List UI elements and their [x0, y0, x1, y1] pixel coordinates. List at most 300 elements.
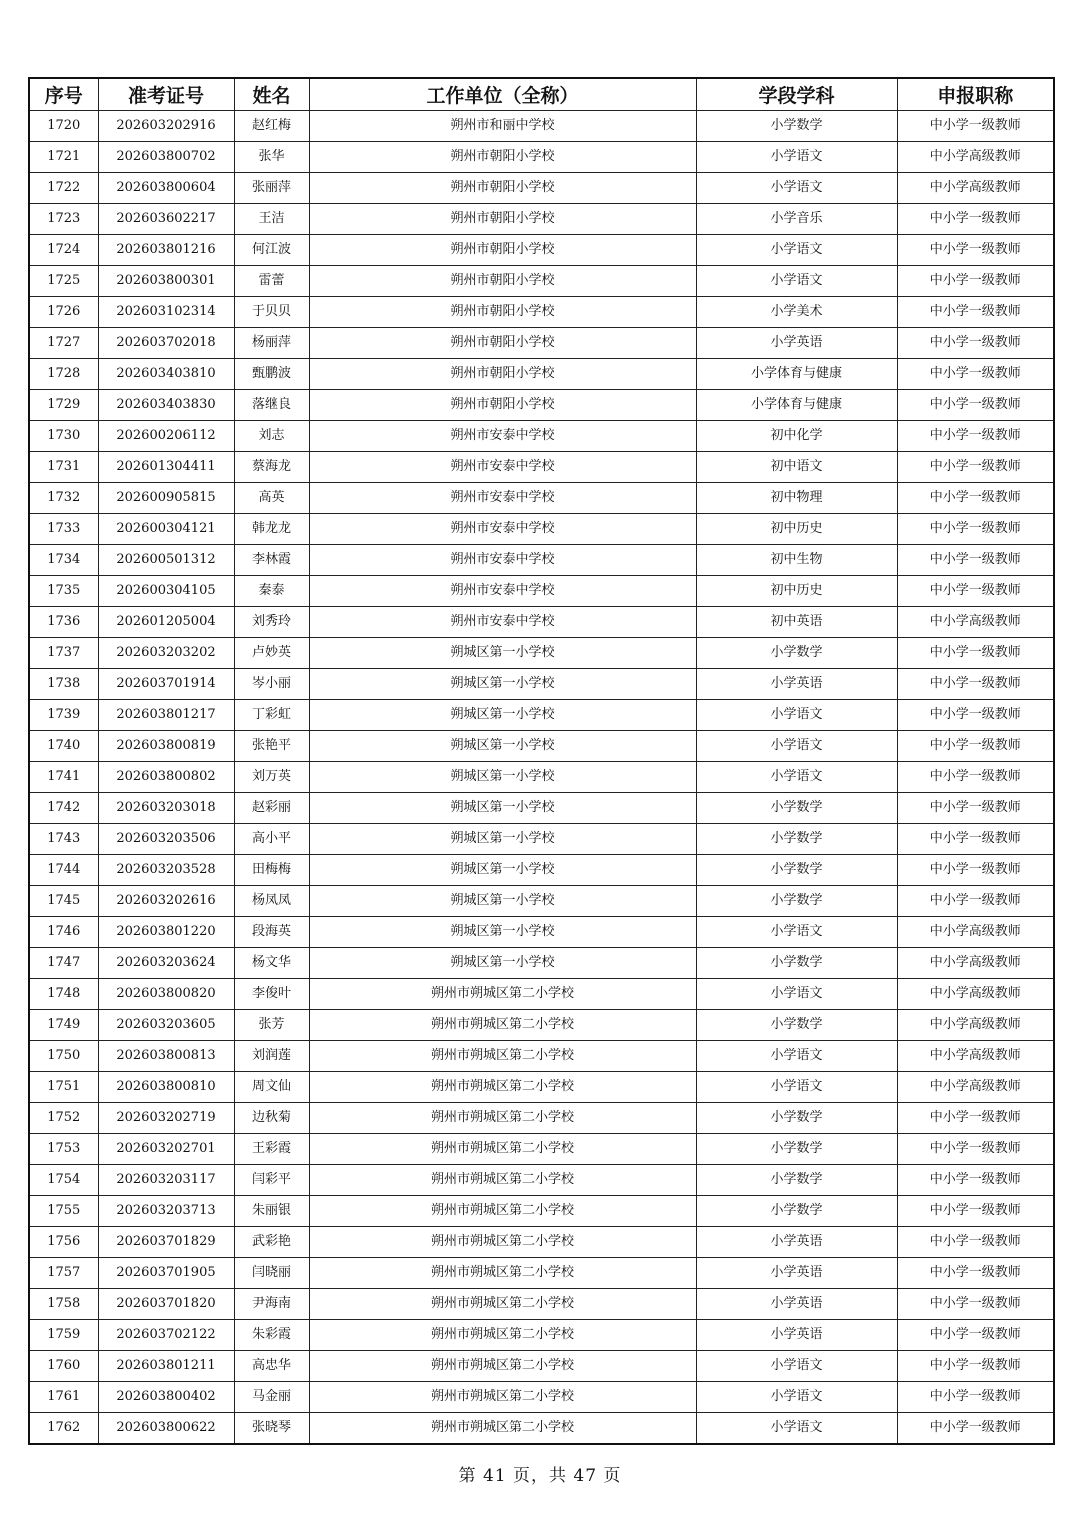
roster-table [28, 77, 1055, 1445]
cell-applied-title: 中小学一级教师 [897, 204, 1054, 235]
cell-name: 边秋菊 [234, 1103, 309, 1134]
roster-table-container [28, 77, 1053, 1445]
table-row [29, 297, 1054, 328]
cell-applied-title: 中小学一级教师 [897, 669, 1054, 700]
table-row [29, 1320, 1054, 1351]
cell-exam-ticket-number: 202603701914 [98, 669, 234, 700]
cell-serial-number: 1741 [29, 762, 98, 793]
cell-name: 周文仙 [234, 1072, 309, 1103]
cell-serial-number: 1736 [29, 607, 98, 638]
cell-serial-number: 1732 [29, 483, 98, 514]
cell-name: 朱丽银 [234, 1196, 309, 1227]
cell-name: 岑小丽 [234, 669, 309, 700]
cell-serial-number: 1744 [29, 855, 98, 886]
cell-applied-title: 中小学一级教师 [897, 886, 1054, 917]
cell-exam-ticket-number: 202603602217 [98, 204, 234, 235]
cell-stage-subject: 小学语文 [696, 1351, 897, 1382]
cell-exam-ticket-number: 202603202616 [98, 886, 234, 917]
cell-exam-ticket-number: 202600206112 [98, 421, 234, 452]
cell-applied-title: 中小学一级教师 [897, 483, 1054, 514]
cell-name: 韩龙龙 [234, 514, 309, 545]
cell-stage-subject: 小学语文 [696, 979, 897, 1010]
cell-exam-ticket-number: 202603203202 [98, 638, 234, 669]
cell-work-unit: 朔州市朝阳小学校 [309, 359, 696, 390]
table-row [29, 514, 1054, 545]
cell-applied-title: 中小学高级教师 [897, 142, 1054, 173]
cell-work-unit: 朔州市朔城区第二小学校 [309, 1258, 696, 1289]
cell-stage-subject: 小学英语 [696, 1227, 897, 1258]
cell-work-unit: 朔州市朔城区第二小学校 [309, 1041, 696, 1072]
cell-applied-title: 中小学一级教师 [897, 1320, 1054, 1351]
cell-serial-number: 1733 [29, 514, 98, 545]
cell-serial-number: 1757 [29, 1258, 98, 1289]
cell-exam-ticket-number: 202603800820 [98, 979, 234, 1010]
cell-name: 刘润莲 [234, 1041, 309, 1072]
cell-serial-number: 1749 [29, 1010, 98, 1041]
cell-exam-ticket-number: 202601205004 [98, 607, 234, 638]
table-row [29, 824, 1054, 855]
table-row [29, 359, 1054, 390]
cell-serial-number: 1720 [29, 111, 98, 142]
cell-applied-title: 中小学一级教师 [897, 762, 1054, 793]
cell-applied-title: 中小学高级教师 [897, 948, 1054, 979]
cell-stage-subject: 初中语文 [696, 452, 897, 483]
table-row [29, 483, 1054, 514]
cell-stage-subject: 小学数学 [696, 1165, 897, 1196]
cell-work-unit: 朔州市朔城区第二小学校 [309, 1320, 696, 1351]
cell-work-unit: 朔州市安泰中学校 [309, 514, 696, 545]
cell-applied-title: 中小学高级教师 [897, 979, 1054, 1010]
cell-stage-subject: 小学数学 [696, 1196, 897, 1227]
cell-exam-ticket-number: 202603203624 [98, 948, 234, 979]
header-name: 姓名 [234, 78, 309, 111]
cell-serial-number: 1726 [29, 297, 98, 328]
cell-applied-title: 中小学一级教师 [897, 1413, 1054, 1445]
cell-exam-ticket-number: 202603202719 [98, 1103, 234, 1134]
header-applied-title: 申报职称 [897, 78, 1054, 111]
header-stage-subject: 学段学科 [696, 78, 897, 111]
cell-name: 张晓琴 [234, 1413, 309, 1445]
cell-name: 闫彩平 [234, 1165, 309, 1196]
cell-exam-ticket-number: 202603701829 [98, 1227, 234, 1258]
cell-name: 秦泰 [234, 576, 309, 607]
cell-exam-ticket-number: 202603801220 [98, 917, 234, 948]
cell-stage-subject: 初中历史 [696, 576, 897, 607]
cell-serial-number: 1761 [29, 1382, 98, 1413]
cell-work-unit: 朔州市朔城区第二小学校 [309, 1072, 696, 1103]
cell-work-unit: 朔州市朝阳小学校 [309, 390, 696, 421]
cell-stage-subject: 小学英语 [696, 669, 897, 700]
cell-name: 高英 [234, 483, 309, 514]
cell-serial-number: 1740 [29, 731, 98, 762]
cell-applied-title: 中小学一级教师 [897, 731, 1054, 762]
cell-name: 高小平 [234, 824, 309, 855]
cell-stage-subject: 小学语文 [696, 731, 897, 762]
cell-serial-number: 1746 [29, 917, 98, 948]
cell-name: 段海英 [234, 917, 309, 948]
table-row [29, 452, 1054, 483]
cell-serial-number: 1730 [29, 421, 98, 452]
cell-exam-ticket-number: 202603800802 [98, 762, 234, 793]
cell-stage-subject: 小学体育与健康 [696, 359, 897, 390]
cell-exam-ticket-number: 202603702018 [98, 328, 234, 359]
cell-serial-number: 1739 [29, 700, 98, 731]
cell-name: 张艳平 [234, 731, 309, 762]
cell-stage-subject: 小学数学 [696, 948, 897, 979]
cell-name: 刘秀玲 [234, 607, 309, 638]
cell-name: 赵彩丽 [234, 793, 309, 824]
table-row [29, 1165, 1054, 1196]
cell-stage-subject: 小学语文 [696, 1382, 897, 1413]
cell-name: 张华 [234, 142, 309, 173]
cell-stage-subject: 小学数学 [696, 1103, 897, 1134]
cell-work-unit: 朔州市朔城区第二小学校 [309, 1289, 696, 1320]
cell-exam-ticket-number: 202603202916 [98, 111, 234, 142]
cell-work-unit: 朔城区第一小学校 [309, 948, 696, 979]
cell-stage-subject: 小学体育与健康 [696, 390, 897, 421]
cell-stage-subject: 小学数学 [696, 111, 897, 142]
cell-applied-title: 中小学一级教师 [897, 359, 1054, 390]
cell-serial-number: 1748 [29, 979, 98, 1010]
cell-applied-title: 中小学高级教师 [897, 917, 1054, 948]
cell-name: 王彩霞 [234, 1134, 309, 1165]
cell-applied-title: 中小学一级教师 [897, 855, 1054, 886]
cell-stage-subject: 小学数学 [696, 824, 897, 855]
table-row [29, 1289, 1054, 1320]
table-row [29, 1351, 1054, 1382]
cell-applied-title: 中小学一级教师 [897, 421, 1054, 452]
cell-name: 杨丽萍 [234, 328, 309, 359]
table-row [29, 328, 1054, 359]
cell-work-unit: 朔州市朔城区第二小学校 [309, 1227, 696, 1258]
cell-serial-number: 1747 [29, 948, 98, 979]
cell-work-unit: 朔州市安泰中学校 [309, 576, 696, 607]
cell-exam-ticket-number: 202603801217 [98, 700, 234, 731]
table-row [29, 111, 1054, 142]
cell-serial-number: 1737 [29, 638, 98, 669]
cell-exam-ticket-number: 202603202701 [98, 1134, 234, 1165]
table-row [29, 235, 1054, 266]
cell-applied-title: 中小学一级教师 [897, 390, 1054, 421]
cell-exam-ticket-number: 202603800813 [98, 1041, 234, 1072]
header-exam-ticket-number: 准考证号 [98, 78, 234, 111]
cell-work-unit: 朔州市朔城区第二小学校 [309, 1134, 696, 1165]
cell-name: 张丽萍 [234, 173, 309, 204]
table-row [29, 1103, 1054, 1134]
cell-stage-subject: 小学语文 [696, 762, 897, 793]
cell-serial-number: 1753 [29, 1134, 98, 1165]
cell-applied-title: 中小学一级教师 [897, 452, 1054, 483]
cell-applied-title: 中小学一级教师 [897, 545, 1054, 576]
table-row [29, 1134, 1054, 1165]
cell-applied-title: 中小学一级教师 [897, 1289, 1054, 1320]
cell-serial-number: 1743 [29, 824, 98, 855]
cell-work-unit: 朔城区第一小学校 [309, 855, 696, 886]
cell-exam-ticket-number: 202603800301 [98, 266, 234, 297]
cell-work-unit: 朔州市朝阳小学校 [309, 173, 696, 204]
cell-work-unit: 朔州市和丽中学校 [309, 111, 696, 142]
cell-applied-title: 中小学一级教师 [897, 638, 1054, 669]
cell-exam-ticket-number: 202603800702 [98, 142, 234, 173]
cell-serial-number: 1738 [29, 669, 98, 700]
cell-stage-subject: 小学数学 [696, 1134, 897, 1165]
table-row [29, 1258, 1054, 1289]
cell-exam-ticket-number: 202603203528 [98, 855, 234, 886]
cell-exam-ticket-number: 202600304105 [98, 576, 234, 607]
cell-stage-subject: 小学语文 [696, 266, 897, 297]
cell-work-unit: 朔州市朝阳小学校 [309, 297, 696, 328]
cell-work-unit: 朔城区第一小学校 [309, 638, 696, 669]
cell-work-unit: 朔城区第一小学校 [309, 793, 696, 824]
cell-name: 何江波 [234, 235, 309, 266]
cell-serial-number: 1731 [29, 452, 98, 483]
cell-applied-title: 中小学高级教师 [897, 1072, 1054, 1103]
cell-stage-subject: 初中历史 [696, 514, 897, 545]
cell-stage-subject: 小学语文 [696, 173, 897, 204]
cell-stage-subject: 小学语文 [696, 700, 897, 731]
cell-exam-ticket-number: 202603203506 [98, 824, 234, 855]
cell-serial-number: 1728 [29, 359, 98, 390]
table-row [29, 1196, 1054, 1227]
cell-applied-title: 中小学高级教师 [897, 1041, 1054, 1072]
cell-name: 丁彩虹 [234, 700, 309, 731]
cell-exam-ticket-number: 202603203018 [98, 793, 234, 824]
cell-serial-number: 1760 [29, 1351, 98, 1382]
cell-stage-subject: 小学音乐 [696, 204, 897, 235]
cell-applied-title: 中小学一级教师 [897, 1227, 1054, 1258]
cell-serial-number: 1742 [29, 793, 98, 824]
cell-stage-subject: 小学数学 [696, 793, 897, 824]
cell-name: 杨文华 [234, 948, 309, 979]
cell-stage-subject: 小学数学 [696, 855, 897, 886]
cell-exam-ticket-number: 202600501312 [98, 545, 234, 576]
cell-serial-number: 1721 [29, 142, 98, 173]
table-row [29, 1413, 1054, 1445]
cell-applied-title: 中小学一级教师 [897, 111, 1054, 142]
cell-stage-subject: 小学英语 [696, 1320, 897, 1351]
cell-applied-title: 中小学一级教师 [897, 700, 1054, 731]
cell-stage-subject: 初中英语 [696, 607, 897, 638]
cell-applied-title: 中小学高级教师 [897, 607, 1054, 638]
cell-exam-ticket-number: 202603800819 [98, 731, 234, 762]
cell-work-unit: 朔城区第一小学校 [309, 917, 696, 948]
cell-work-unit: 朔州市朔城区第二小学校 [309, 1010, 696, 1041]
table-row [29, 638, 1054, 669]
cell-name: 尹海南 [234, 1289, 309, 1320]
cell-name: 雷蕾 [234, 266, 309, 297]
cell-applied-title: 中小学一级教师 [897, 793, 1054, 824]
cell-applied-title: 中小学一级教师 [897, 297, 1054, 328]
cell-name: 甄鹏波 [234, 359, 309, 390]
cell-work-unit: 朔州市朝阳小学校 [309, 328, 696, 359]
table-row [29, 266, 1054, 297]
table-row [29, 762, 1054, 793]
table-row [29, 793, 1054, 824]
table-row [29, 1072, 1054, 1103]
cell-stage-subject: 小学数学 [696, 886, 897, 917]
cell-name: 王洁 [234, 204, 309, 235]
cell-stage-subject: 小学语文 [696, 1072, 897, 1103]
cell-stage-subject: 初中物理 [696, 483, 897, 514]
cell-serial-number: 1734 [29, 545, 98, 576]
table-row [29, 576, 1054, 607]
cell-name: 刘志 [234, 421, 309, 452]
cell-serial-number: 1762 [29, 1413, 98, 1445]
cell-applied-title: 中小学一级教师 [897, 1134, 1054, 1165]
cell-work-unit: 朔州市朝阳小学校 [309, 142, 696, 173]
cell-name: 闫晓丽 [234, 1258, 309, 1289]
cell-name: 马金丽 [234, 1382, 309, 1413]
cell-serial-number: 1756 [29, 1227, 98, 1258]
cell-applied-title: 中小学一级教师 [897, 266, 1054, 297]
cell-name: 李林霞 [234, 545, 309, 576]
page-number: 第 41 页，共 47 页 [458, 1466, 622, 1486]
cell-exam-ticket-number: 202603801211 [98, 1351, 234, 1382]
cell-exam-ticket-number: 202603701905 [98, 1258, 234, 1289]
cell-name: 李俊叶 [234, 979, 309, 1010]
cell-applied-title: 中小学一级教师 [897, 824, 1054, 855]
cell-exam-ticket-number: 202603203117 [98, 1165, 234, 1196]
cell-exam-ticket-number: 202603403830 [98, 390, 234, 421]
table-row [29, 421, 1054, 452]
cell-serial-number: 1754 [29, 1165, 98, 1196]
cell-work-unit: 朔城区第一小学校 [309, 886, 696, 917]
cell-name: 张芳 [234, 1010, 309, 1041]
table-row [29, 545, 1054, 576]
cell-exam-ticket-number: 202603800810 [98, 1072, 234, 1103]
cell-work-unit: 朔城区第一小学校 [309, 824, 696, 855]
cell-name: 武彩艳 [234, 1227, 309, 1258]
cell-exam-ticket-number: 202603702122 [98, 1320, 234, 1351]
cell-serial-number: 1751 [29, 1072, 98, 1103]
table-row [29, 1382, 1054, 1413]
table-header-row [29, 78, 1054, 111]
cell-name: 落继良 [234, 390, 309, 421]
cell-name: 刘万英 [234, 762, 309, 793]
cell-exam-ticket-number: 202603800604 [98, 173, 234, 204]
cell-work-unit: 朔州市朔城区第二小学校 [309, 1196, 696, 1227]
cell-work-unit: 朔城区第一小学校 [309, 669, 696, 700]
cell-applied-title: 中小学一级教师 [897, 576, 1054, 607]
cell-work-unit: 朔州市朝阳小学校 [309, 266, 696, 297]
table-row [29, 1041, 1054, 1072]
table-row [29, 917, 1054, 948]
cell-applied-title: 中小学高级教师 [897, 1010, 1054, 1041]
cell-applied-title: 中小学一级教师 [897, 1165, 1054, 1196]
cell-applied-title: 中小学一级教师 [897, 1196, 1054, 1227]
table-row [29, 390, 1054, 421]
cell-work-unit: 朔州市朝阳小学校 [309, 235, 696, 266]
cell-serial-number: 1758 [29, 1289, 98, 1320]
table-body [29, 111, 1054, 1445]
cell-exam-ticket-number: 202603800622 [98, 1413, 234, 1445]
cell-stage-subject: 小学语文 [696, 917, 897, 948]
table-row [29, 669, 1054, 700]
cell-work-unit: 朔州市朝阳小学校 [309, 204, 696, 235]
cell-name: 卢妙英 [234, 638, 309, 669]
cell-serial-number: 1725 [29, 266, 98, 297]
cell-name: 杨凤凤 [234, 886, 309, 917]
cell-serial-number: 1745 [29, 886, 98, 917]
cell-serial-number: 1727 [29, 328, 98, 359]
cell-work-unit: 朔城区第一小学校 [309, 700, 696, 731]
cell-exam-ticket-number: 202603701820 [98, 1289, 234, 1320]
cell-name: 高忠华 [234, 1351, 309, 1382]
cell-serial-number: 1724 [29, 235, 98, 266]
cell-name: 田梅梅 [234, 855, 309, 886]
cell-work-unit: 朔州市安泰中学校 [309, 452, 696, 483]
cell-exam-ticket-number: 202603800402 [98, 1382, 234, 1413]
cell-exam-ticket-number: 202603102314 [98, 297, 234, 328]
cell-exam-ticket-number: 202603203713 [98, 1196, 234, 1227]
cell-stage-subject: 小学英语 [696, 1289, 897, 1320]
cell-stage-subject: 小学语文 [696, 1041, 897, 1072]
cell-stage-subject: 小学语文 [696, 235, 897, 266]
cell-stage-subject: 初中化学 [696, 421, 897, 452]
cell-exam-ticket-number: 202603203605 [98, 1010, 234, 1041]
cell-serial-number: 1723 [29, 204, 98, 235]
cell-work-unit: 朔城区第一小学校 [309, 731, 696, 762]
cell-work-unit: 朔州市朔城区第二小学校 [309, 1413, 696, 1445]
cell-stage-subject: 初中生物 [696, 545, 897, 576]
cell-serial-number: 1755 [29, 1196, 98, 1227]
cell-serial-number: 1759 [29, 1320, 98, 1351]
cell-stage-subject: 小学美术 [696, 297, 897, 328]
header-serial-number: 序号 [29, 78, 98, 111]
cell-exam-ticket-number: 202601304411 [98, 452, 234, 483]
table-row [29, 886, 1054, 917]
cell-work-unit: 朔州市朔城区第二小学校 [309, 1382, 696, 1413]
cell-work-unit: 朔城区第一小学校 [309, 762, 696, 793]
cell-serial-number: 1729 [29, 390, 98, 421]
cell-name: 朱彩霞 [234, 1320, 309, 1351]
cell-applied-title: 中小学高级教师 [897, 173, 1054, 204]
cell-serial-number: 1735 [29, 576, 98, 607]
cell-stage-subject: 小学语文 [696, 1413, 897, 1445]
table-row [29, 731, 1054, 762]
cell-serial-number: 1750 [29, 1041, 98, 1072]
cell-stage-subject: 小学数学 [696, 638, 897, 669]
cell-work-unit: 朔州市朔城区第二小学校 [309, 1165, 696, 1196]
table-row [29, 1010, 1054, 1041]
cell-work-unit: 朔州市朔城区第二小学校 [309, 979, 696, 1010]
cell-serial-number: 1752 [29, 1103, 98, 1134]
cell-exam-ticket-number: 202603403810 [98, 359, 234, 390]
cell-applied-title: 中小学一级教师 [897, 328, 1054, 359]
cell-name: 于贝贝 [234, 297, 309, 328]
cell-applied-title: 中小学一级教师 [897, 1258, 1054, 1289]
cell-name: 赵红梅 [234, 111, 309, 142]
cell-applied-title: 中小学一级教师 [897, 1103, 1054, 1134]
cell-applied-title: 中小学一级教师 [897, 1382, 1054, 1413]
header-work-unit: 工作单位（全称） [309, 78, 696, 111]
table-row [29, 142, 1054, 173]
table-row [29, 979, 1054, 1010]
cell-exam-ticket-number: 202603801216 [98, 235, 234, 266]
cell-work-unit: 朔州市朔城区第二小学校 [309, 1103, 696, 1134]
cell-stage-subject: 小学英语 [696, 1258, 897, 1289]
cell-name: 蔡海龙 [234, 452, 309, 483]
cell-applied-title: 中小学一级教师 [897, 1351, 1054, 1382]
cell-work-unit: 朔州市安泰中学校 [309, 421, 696, 452]
table-row [29, 607, 1054, 638]
cell-stage-subject: 小学语文 [696, 142, 897, 173]
cell-work-unit: 朔州市安泰中学校 [309, 483, 696, 514]
table-row [29, 173, 1054, 204]
table-row [29, 700, 1054, 731]
cell-work-unit: 朔州市朔城区第二小学校 [309, 1351, 696, 1382]
cell-applied-title: 中小学一级教师 [897, 514, 1054, 545]
